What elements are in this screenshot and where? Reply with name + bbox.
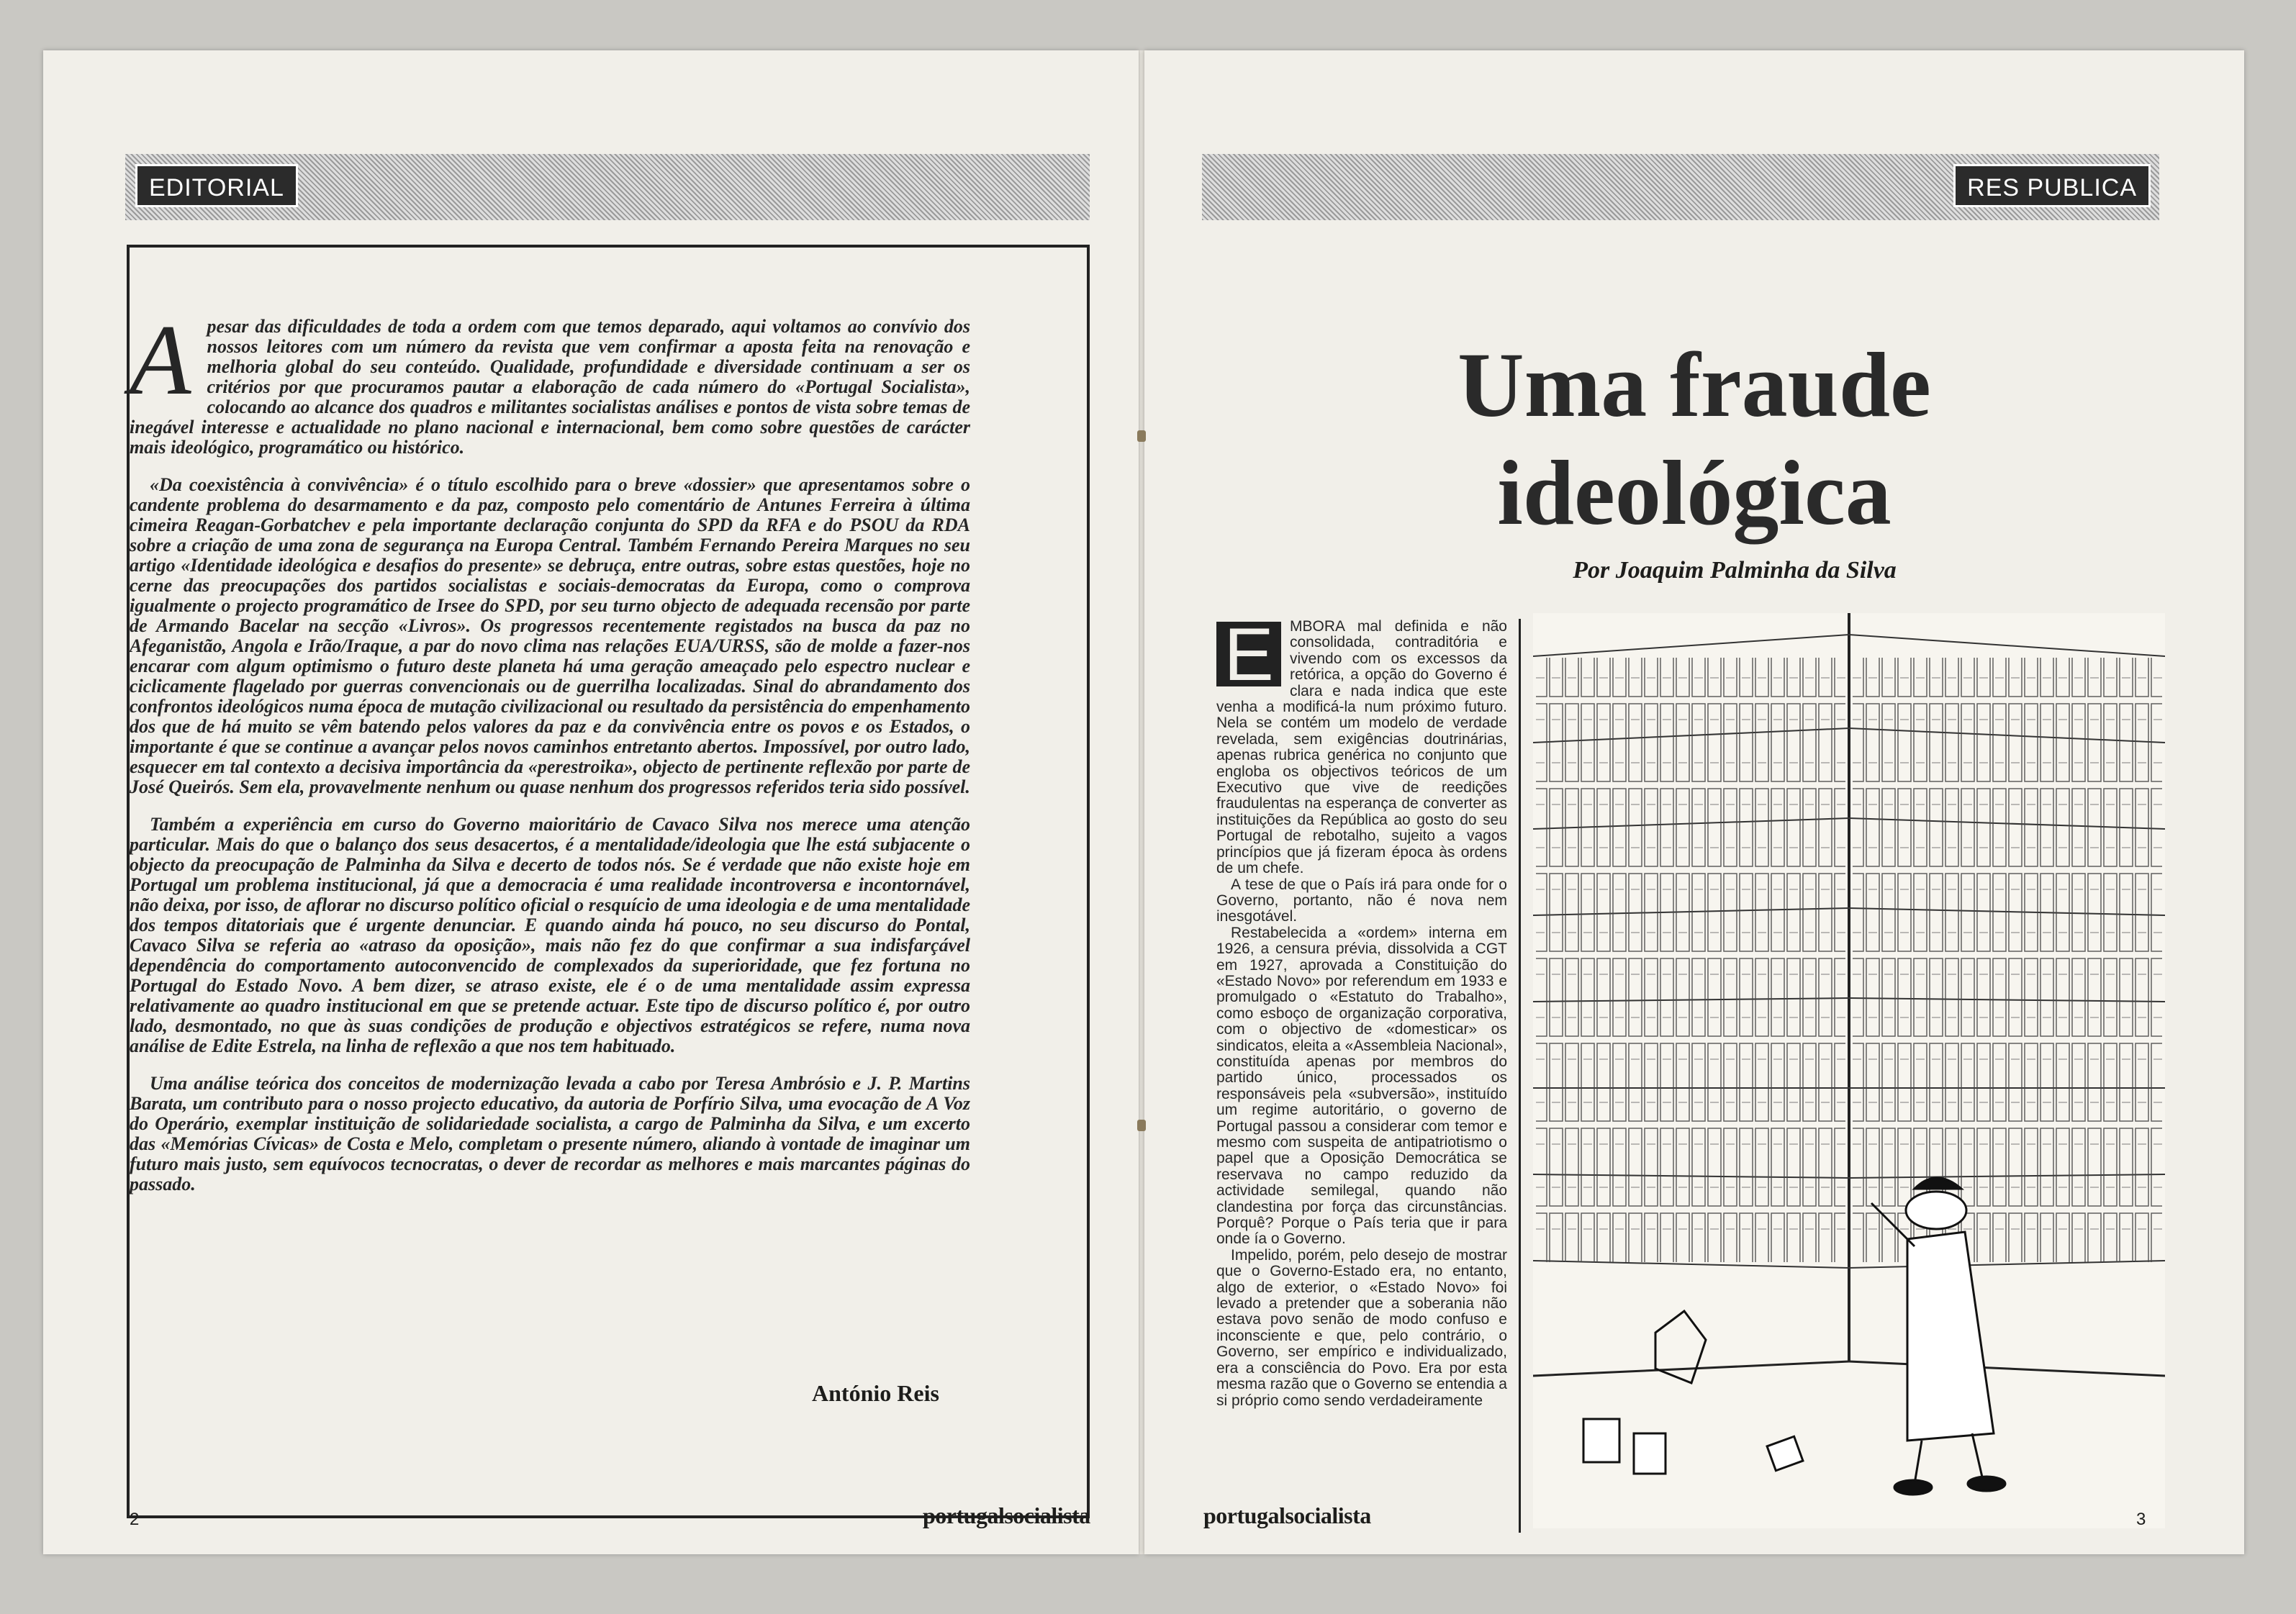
article-column: [1216, 613, 1507, 1409]
article-title: [1144, 331, 2244, 547]
article-paragraph: Restabelecida a «ordem» interna em 1926, a censura prévia, dissolvida a CGT em 1927, aprovada a Constituição do «Estado Novo» por referendum em 1933 e promulgado o «Estatuto do Trabalho», como esboço de organização corporativa, com o objectivo de «domesticar» os sindicatos, eleita a «Assembleia Nacional», constituída apenas por membros do partido único, processados os responsáveis pela «subversão», instituído um regime autoritário, o governo de Portugal passou a considerar com temor e mesmo com suspeita de antipatriotismo o papel que a Oposição Democrática se reservava no campo reduzido da actividade semilegal, quando não clandestina por força das circunstâncias. Porquê? Porque o País teria que ir para onde ía o Governo.: [1216, 924, 1507, 1248]
editorial-paragraph: «Da coexistência à convivência» é o título escolhido para o breve «dossier» que apresentamos sobre o candente problema do desarmamento e da paz, composto pelo comentário de Antunes Ferreira à última cimeira Reagan-Gorbatchev e pela importante declaração conjunta do SPD da RFA e do PSOU da RDA sobre a criação de uma zona de segurança na Europa Central. Também Fernando Pereira Marques no seu artigo «Identidade ideológica e desafios do presente» se debruça, entre outras, sobre estas questões, hoje no cerne das preocupações dos partidos socialistas e sociais-democratas da Europa, como o comprova igualmente o projecto programático de Irsee do SPD, por seu turno objecto de adequada recensão por parte de Armando Bacelar na secção «Livros». Os progressos recentemente registados na busca da paz no Afeganistão, Angola e Irão/Iraque, a par do novo clima nas relações EUA/URSS, são de molde a fazer-nos encarar com algum optimismo o futuro deste planeta há uma geração ameaçado pelo espectro nuclear e ciclicamente flagelado por guerras convencionais ou de guerrilha localizadas. Sinal do abrandamento dos confrontos ideológicos numa época de mutação civilizacional ou resultado da persistência do empenhamento dos que de há muito se vêm batendo pelos valores da paz e da convivência entre os povos e os Estados, o importante é que se continue a avançar pelos novos caminhos entretanto abertos. Impossível, por outro lado, esquecer em tal contexto a decisiva importância da «perestroika», objecto de pertinente reflexão por parte de José Queirós. Sem ela, provavelmente nenhum ou quase nenhum dos progressos referidos teria sido possível.: [130, 474, 970, 797]
column-rule: [1519, 619, 1521, 1533]
section-label-editorial: EDITORIAL: [135, 164, 298, 207]
publication-footer: portugalsocialista: [923, 1502, 1090, 1528]
right-page: [1144, 50, 2244, 1554]
editorial-paragraph: Apesar das dificuldades de toda a ordem com que temos deparado, aqui voltamos ao convívio dos nossos leitores com um número da revista que vem confirmar a aposta feita na renovação e melhoria global do seu conteúdo. Qualidade, profundidade e diversidade continuam a ser os critérios por que procuramos pautar a elaboração de cada número do «Portugal Socialista», colocando ao alcance dos quadros e militantes socialistas análises e pontos de vista sobre temas de inegável interesse e actualidade no plano nacional e internacional, bem como sobre questões de carácter mais ideológico, programático ou histórico.: [130, 304, 970, 458]
publication-footer: portugalsocialista: [1203, 1502, 1371, 1528]
article-paragraph: A tese de que o País irá para onde for o Governo, portanto, não é nova nem inesgotável.: [1216, 876, 1507, 925]
editorial-body: [130, 304, 970, 1212]
editorial-paragraph: Uma análise teórica dos conceitos de modernização levada a cabo por Teresa Ambrósio e J. P. Martins Barata, um contributo para o nosso projecto educativo, da autoria de Porfírio Silva, uma evocação de A Voz do Operário, exemplar instituição de solidariedade socialista, a cargo de Palminha da Silva, e um excerto das «Memórias Cívicas» de Costa e Melo, completam o presente número, aliando à vontade de imaginar um futuro mais justo, sem equívocos tecnocratas, o dever de recordar as melhores e mais marcantes páginas do passado.: [130, 1073, 970, 1194]
drop-cap: E: [1216, 622, 1281, 686]
section-label-res-publica: RES PUBLICA: [1953, 164, 2151, 207]
title-line-2: ideológica: [1497, 442, 1892, 544]
drop-cap: A: [130, 304, 191, 416]
section-header-bar: [1202, 154, 2159, 220]
page-number: 3: [2136, 1510, 2146, 1529]
page-number: 2: [130, 1510, 140, 1529]
staple: [1137, 1120, 1146, 1131]
article-paragraph: Impelido, porém, pelo desejo de mostrar que o Governo-Estado era, no entanto, algo de exterior, o «Estado Novo» foi levado a pretender que a soberania não estava povo senão de modo confuso e inconsciente e que, pelo contrário, o Governo, ser empírico e individualizado, era a consciência do Povo. Era por esta mesma razão que o Governo se entendia a si próprio como sendo verdadeiramente: [1216, 1246, 1507, 1409]
article-byline: Por Joaquim Palminha da Silva: [1573, 557, 1897, 584]
title-line-1: Uma fraude: [1457, 334, 1931, 436]
staple: [1137, 430, 1146, 442]
section-header-bar: [125, 154, 1090, 220]
editorial-paragraph: Também a experiência em curso do Governo maioritário de Cavaco Silva nos merece uma atenção particular. Mais do que o balanço dos seus desacertos, é a mentalidade/ideologia que lhe está subjacente o objecto da preocupação de Palminha da Silva e decerto de todos nós. Se é verdade que não existe hoje em Portugal um problema institucional, já que a democracia é uma realidade incontroversa e incontornável, não deixa, por isso, de aflorar no discurso político oficial o resquício de uma ideologia e de uma mentalidade dos tempos ditatoriais que é urgente denunciar. E quando ainda há pouco, no seu discurso do Pontal, Cavaco Silva se referia ao «atraso da oposição», mais não fez do que confirmar a sua indisfarçável dependência do comportamento autoconvencido de complexados da superioridade, que fez fortuna no Portugal do Estado Novo. A bem dizer, se atraso existe, ele é o de uma mentalidade assim expressa relativamente ao quadro institucional em que se pretende actuar. Este tipo de discurso político é, por outro lado, desmontado, no que às suas condições de produção e objectivos estratégicos se refere, numa nova análise de Edite Estrela, na linha de reflexão a que nos tem habituado.: [130, 814, 970, 1056]
article-paragraph: E MBORA mal definida e não consolidada, contraditória e vivendo com os excessos da retórica, a opção do Governo é clara e nada indica que este venha a modificá-la num próximo futuro. Nela se contém um modelo de verdade revelada, sem exigências doutrinárias, apenas rubrica genérica no conjunto que engloba os objectivos teóricos de um Executivo que vive de reedições fraudulentas na esperança de converter as instituições da República ao gosto do seu Portugal de rebotalho, sujeito a vagos princípios que já fizeram época às ordens de um chefe.: [1216, 613, 1507, 877]
editorial-signature: António Reis: [812, 1380, 939, 1406]
library-illustration: [1533, 613, 2165, 1528]
